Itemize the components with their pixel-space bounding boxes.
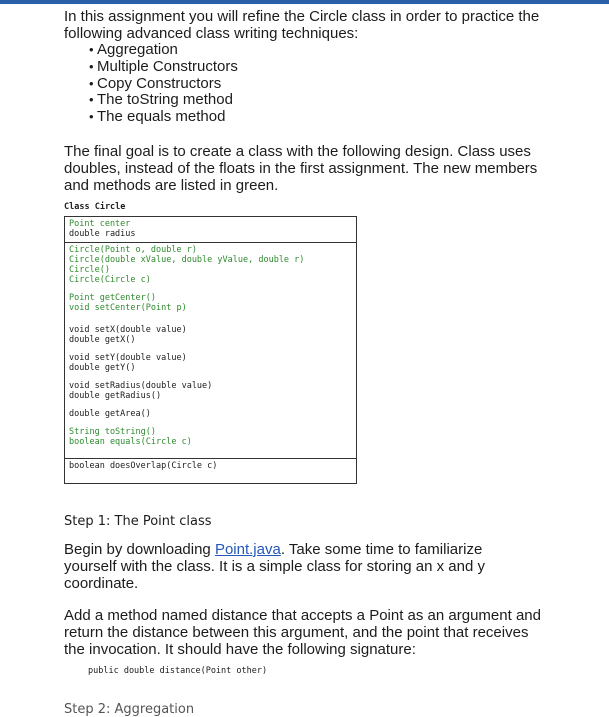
y-methods-group [69,353,352,373]
techniques-list [89,42,554,126]
constructor: Circle() [69,264,110,275]
distance-signature: public double distance(Point other) [88,666,268,676]
assignment-content [64,8,554,717]
class-diagram [64,216,357,484]
method: void setY(double value) [69,352,187,363]
method: double getY() [69,362,136,373]
class-diagram-title: Class Circle [64,201,126,212]
x-methods-group [69,325,352,345]
methods-section [65,243,356,459]
method: void setRadius(double value) [69,380,213,391]
method: Point getCenter() [69,292,156,303]
intro-paragraph: In this assignment you will refine the Circle class in order to practice the following advanced class writing techniques: [64,8,540,42]
step1-heading: Step 1: The Point class [64,514,212,529]
string-methods-group [69,427,352,447]
step2-heading-partial: Step 2: Aggregation [64,702,195,717]
fields-section [65,217,356,243]
constructors-group [69,245,352,285]
method: boolean equals(Circle c) [69,436,192,447]
method: void setX(double value) [69,324,187,335]
method: void setCenter(Point p) [69,302,187,313]
method: String toString() [69,426,156,437]
list-item: • Multiple Constructors [89,59,554,76]
method: double getRadius() [69,390,162,401]
step1-paragraph-2: Add a method named distance that accepts a Point as an argument and return the distance between this argument, and the point that receives the invocation. It should have the following signature: [64,607,541,658]
field-radius: double radius [69,228,136,239]
list-item: • Copy Constructors [89,76,554,93]
center-methods-group [69,293,352,313]
list-item: • The toString method [89,92,554,109]
goal-paragraph: The final goal is to create a class with the following design. Class uses doubles, instead of the floats in the first assignment. The new members and methods are listed in green. [64,142,538,194]
area-method-group [69,409,352,419]
radius-methods-group [69,381,352,401]
list-item: • The equals method [89,109,554,126]
overlap-section [65,459,356,483]
field-center: Point center [69,218,131,229]
step1-paragraph-1: Begin by downloading Point.java. Take some time to familiarize yourself with the class. It is a simple class for storing an x and y coordinate. [64,541,486,592]
point-java-link[interactable]: Point.java [214,541,281,558]
constructor: Circle(double xValue, double yValue, double r) [69,254,305,265]
method: double getX() [69,334,136,345]
constructor: Circle(Point o, double r) [69,244,197,255]
list-item: • Aggregation [89,42,554,59]
top-accent-bar [0,0,609,4]
method: double getArea() [69,408,151,419]
method: boolean doesOverlap(Circle c) [69,460,218,471]
constructor: Circle(Circle c) [69,274,151,285]
